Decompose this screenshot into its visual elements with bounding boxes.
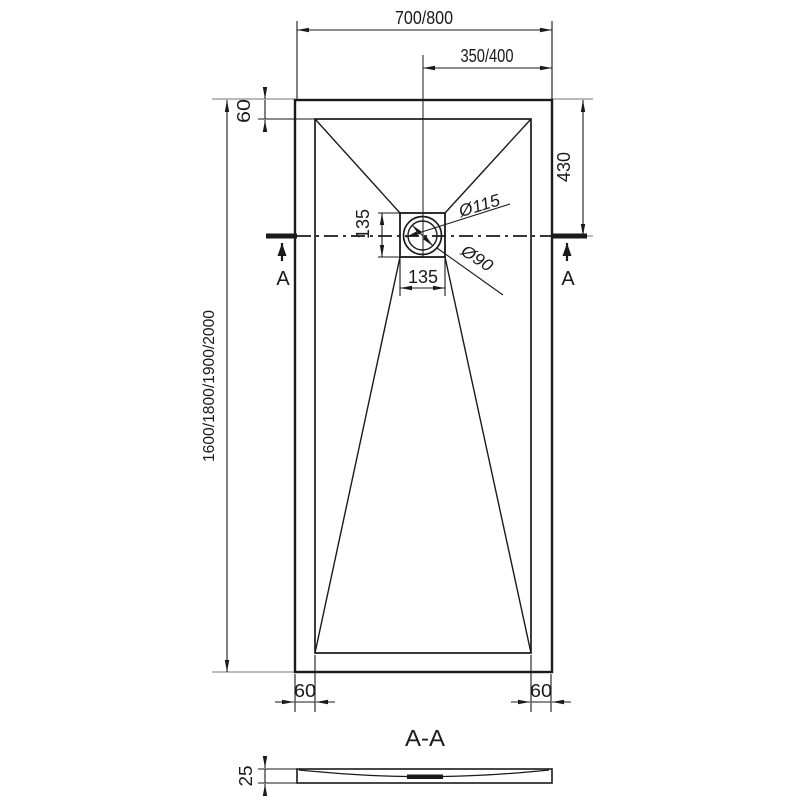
section-marker-left-label: A — [276, 268, 290, 290]
section-dip-right — [443, 770, 549, 777]
dim-label-edge-bottom-right: 60 — [530, 681, 552, 701]
dim-label-drain-outer-diameter: Ø115 — [456, 191, 501, 221]
dim-label-drain-from-top: 430 — [554, 151, 574, 182]
slope-line-bottom-right — [445, 257, 531, 653]
section-title: A-A — [405, 725, 446, 751]
dim-label-drain-box-h: 135 — [408, 267, 438, 287]
dim-label-thickness: 25 — [236, 766, 256, 787]
slope-line-bottom-left — [315, 257, 400, 653]
section-dip-left — [299, 770, 407, 777]
section-view — [236, 725, 552, 796]
dim-label-drain-inner-diameter: Ø90 — [457, 241, 495, 275]
section-drain-recess — [407, 775, 443, 780]
dim-label-length: 1600/1800/1900/2000 — [201, 306, 218, 462]
dim-label-edge-top: 60 — [234, 102, 254, 123]
plan-view — [212, 55, 593, 672]
slope-line-top-left — [315, 119, 400, 213]
dimensions — [201, 8, 583, 712]
dim-label-edge-bottom-left: 60 — [294, 681, 316, 701]
section-marker-right-label: A — [561, 268, 575, 290]
dim-label-drain-box-v: 135 — [353, 208, 373, 239]
dim-label-width-half: 350/400 — [460, 46, 514, 66]
dim-label-width-top: 700/800 — [395, 8, 453, 28]
